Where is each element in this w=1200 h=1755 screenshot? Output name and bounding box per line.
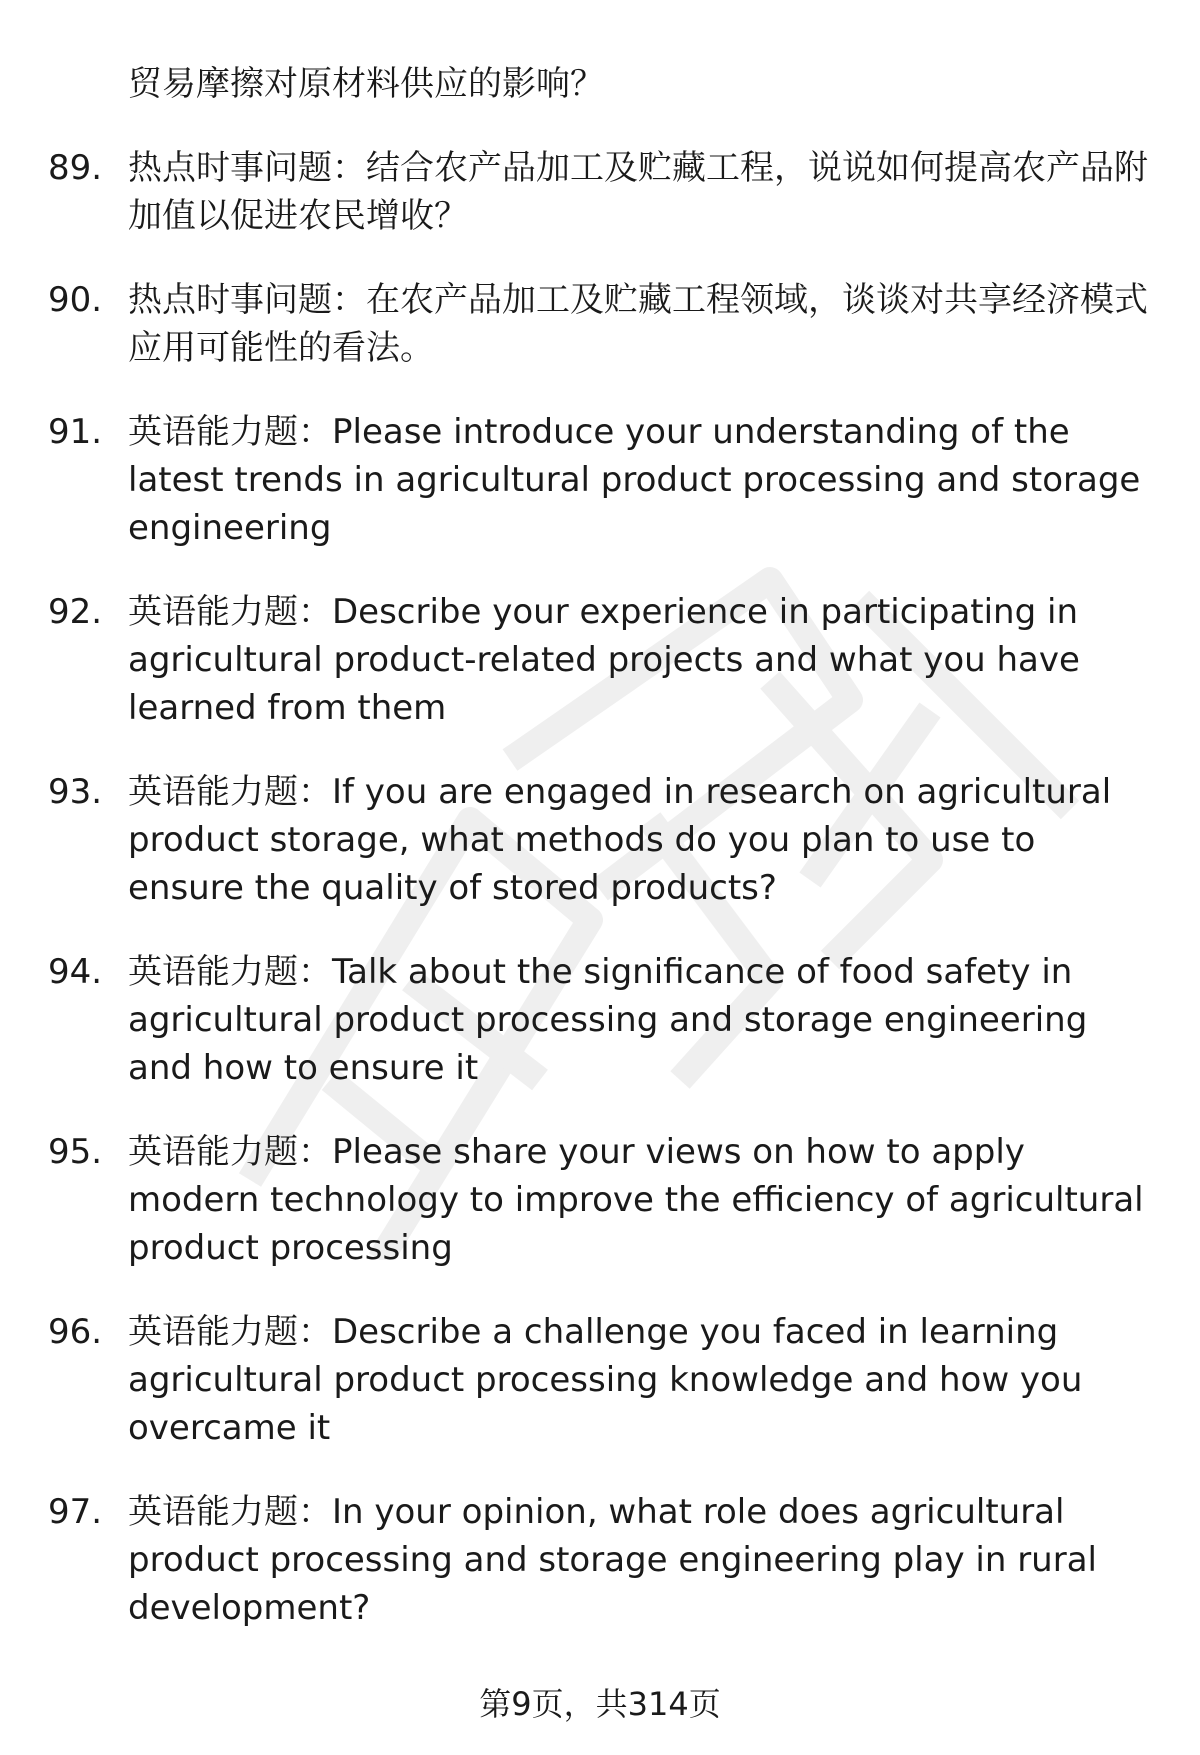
question-number: 93. — [48, 772, 103, 812]
question-text: 英语能力题：If you are engaged in research on agricultural product storage, what methods do you plan to use to ensure the quality of stored products? — [128, 772, 1112, 908]
page-footer: 第9页，共314页 — [479, 1685, 721, 1723]
question-number: 96. — [48, 1312, 103, 1352]
question-text: 英语能力题：Describe a challenge you faced in learning agricultural product processing knowledge and how you overcame it — [128, 1312, 1083, 1448]
question-text: 热点时事问题：在农产品加工及贮藏工程领域，谈谈对共享经济模式应用可能性的看法。 — [128, 280, 1148, 368]
question-item — [48, 1128, 1158, 1272]
question-text: 英语能力题：In your opinion, what role does agricultural product processing and storage engineering play in rural development? — [128, 1492, 1097, 1628]
question-item — [48, 1488, 1158, 1632]
question-item — [48, 408, 1158, 552]
question-number: 92. — [48, 592, 103, 632]
question-text: 热点时事问题：结合农产品加工及贮藏工程，说说如何提高农产品附加值以促进农民增收？ — [128, 148, 1148, 236]
question-number: 89. — [48, 148, 103, 188]
question-text: 英语能力题：Please share your views on how to apply modern technology to improve the efficiency of agricultural product processing — [128, 1132, 1144, 1268]
question-item — [48, 768, 1158, 912]
question-number: 90. — [48, 280, 103, 320]
question-item — [48, 276, 1158, 372]
question-number: 97. — [48, 1492, 103, 1532]
question-list — [48, 60, 1158, 1668]
question-text: 英语能力题：Please introduce your understanding of the latest trends in agricultural product processing and storage engineering — [128, 412, 1141, 548]
question-number: 94. — [48, 952, 103, 992]
question-item — [48, 588, 1158, 732]
question-item — [48, 948, 1158, 1092]
question-item — [48, 1308, 1158, 1452]
question-number: 95. — [48, 1132, 103, 1172]
question-item — [48, 144, 1158, 240]
continuation-text: 贸易摩擦对原材料供应的影响？ — [128, 64, 604, 104]
question-text: 英语能力题：Talk about the significance of food safety in agricultural product processing and storage engineering and how to ensure it — [128, 952, 1088, 1088]
question-text: 英语能力题：Describe your experience in participating in agricultural product-related projects and what you have learned from them — [128, 592, 1080, 728]
question-number: 91. — [48, 412, 103, 452]
